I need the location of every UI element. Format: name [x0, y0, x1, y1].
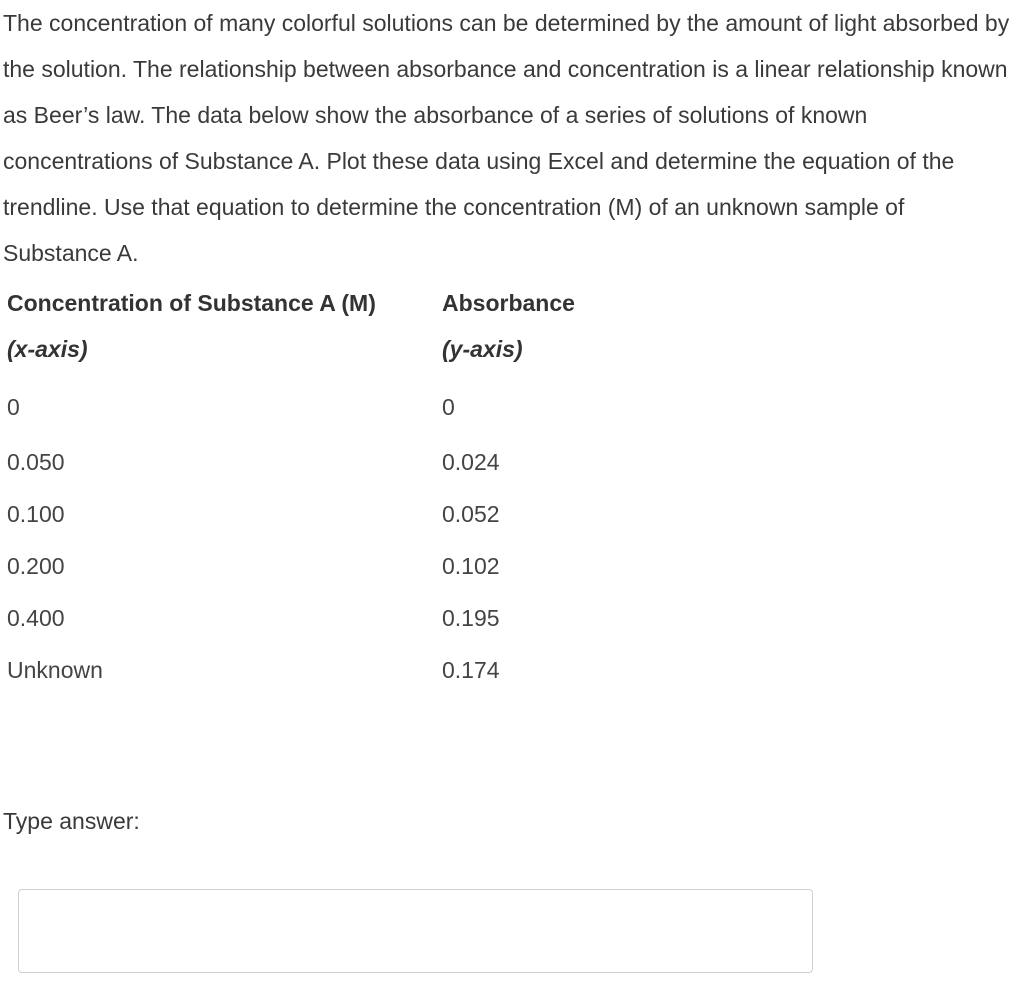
data-table — [7, 280, 575, 696]
table-row — [7, 372, 575, 436]
table-row — [7, 592, 575, 644]
concentration-header: Concentration of Substance A (M) — [7, 289, 376, 316]
absorbance-cell: 0.102 — [442, 552, 500, 579]
concentration-cell: 0.100 — [7, 500, 65, 527]
x-axis-label: (x-axis) — [7, 335, 88, 362]
concentration-cell: Unknown — [7, 656, 103, 683]
table-row — [7, 488, 575, 540]
table-row — [7, 644, 575, 696]
absorbance-header: Absorbance — [442, 289, 575, 316]
absorbance-cell: 0.024 — [442, 448, 500, 475]
absorbance-cell: 0.174 — [442, 656, 500, 683]
answer-input[interactable] — [18, 889, 813, 973]
table-header-row — [7, 280, 575, 326]
absorbance-cell: 0.195 — [442, 604, 500, 631]
concentration-cell: 0 — [7, 393, 20, 420]
concentration-cell: 0.200 — [7, 552, 65, 579]
concentration-cell: 0.400 — [7, 604, 65, 631]
question-text: The concentration of many colorful solutions can be determined by the amount of light absorbed by the solution. The relationship between absorbance and concentration is a linear relationship known as Beer’s law. The data below show the absorbance of a series of solutions of known concentrations of Substance A. Plot these data using Excel and determine the equation of the trendline. Use that equation to determine the concentration (M) of an unknown sample of Substance A. — [3, 10, 1010, 266]
y-axis-label: (y-axis) — [442, 335, 523, 362]
answer-label: Type answer: — [3, 808, 140, 834]
absorbance-cell: 0 — [442, 393, 455, 420]
absorbance-cell: 0.052 — [442, 500, 500, 527]
concentration-cell: 0.050 — [7, 448, 65, 475]
table-row — [7, 540, 575, 592]
axis-label-row — [7, 326, 575, 372]
table-row — [7, 436, 575, 488]
